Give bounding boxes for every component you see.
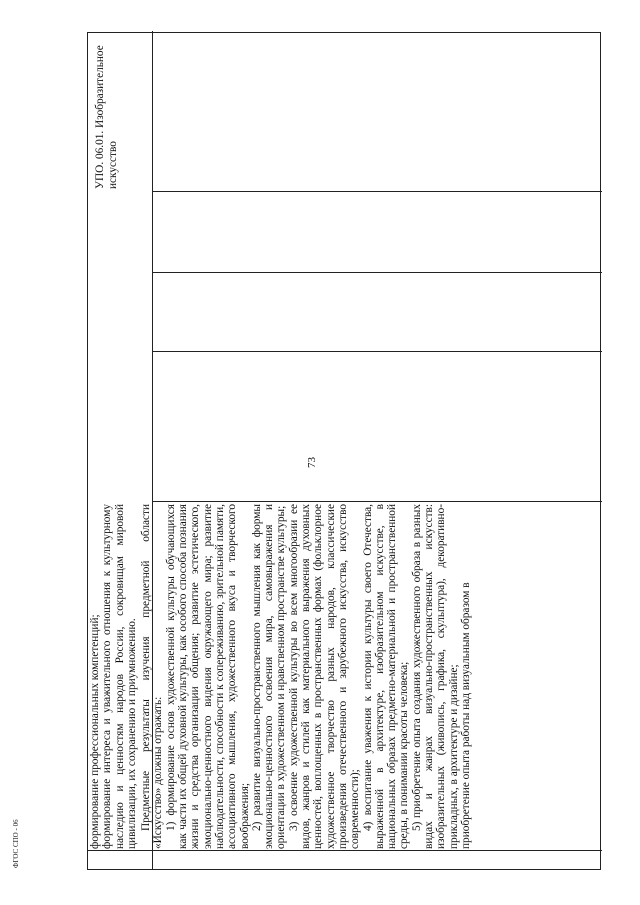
result-item-4: 4) воспитание уважения к истории культуры своего Отечества, выраженной в архитектуре, изобразительном искусстве, в национальных образах предметно-материальной и пространственной среды, в понимании красоты человека; [361,504,411,849]
column-divider [152,272,602,273]
curriculum-table [87,32,601,870]
column-divider [152,501,602,502]
competencies-column [89,504,601,849]
results-intro: Предметные результаты изучения предметной области «Искусство» должны отражать: [140,504,165,849]
page-number: 73 [306,457,318,468]
column-divider [88,850,602,851]
result-item-1: 1) формирование основ художественной культуры обучающихся как части их общей духовной культуры, как особого способа познания жизни и средства организации общения; развитие эстетического, эмоционально-ценностного видения окружающего мира; развитие наблюдательности, способности к сопереживанию, зрительной памяти, ассоциативного мышления, художественного вкуса и творческого воображения; [164,504,251,849]
result-item-6: приобретение опыта работы над визуальным образом в [459,582,472,849]
footer-code: ФГОС СПО - 06 [12,819,20,868]
rotated-page [87,32,601,870]
result-item-5: 5) приобретение опыта создания художественного образа в разных видах и жанрах визуально-пространственных искусств: изобразительных (живопись, графика, скульптура), декоративно-прикладных, в архитектуре и дизайне; [410,504,460,849]
result-item-3: 3) освоение художественной культуры во всем многообразии ее видов, жанров и стилей как материального выражения духовных ценностей, воплощенных в пространственных формах (фольклорное художественное творчество разных народов, классические произведения отечественного и зарубежного искусства, искусство современности); [287,504,362,849]
subject-code: УПО. 06.01. Изобразительное искусство [94,45,119,189]
top-line-2: формирование интереса и уважительного отношения к культурному наследию и ценностям народов России, сокровищам мировой цивилизации, их сохранению и приумножению. [101,504,138,849]
result-item-2: 2) развитие визуально-пространственного мышления как формы эмоционально-ценностного освоения мира, самовыражения и ориентации в художественном и нравственном пространстве культуры; [250,504,288,849]
column-divider [152,351,602,352]
subject-code-cell [94,39,119,189]
top-line-1: формирование профессиональных компетенций; [89,614,101,849]
column-divider [152,191,602,192]
